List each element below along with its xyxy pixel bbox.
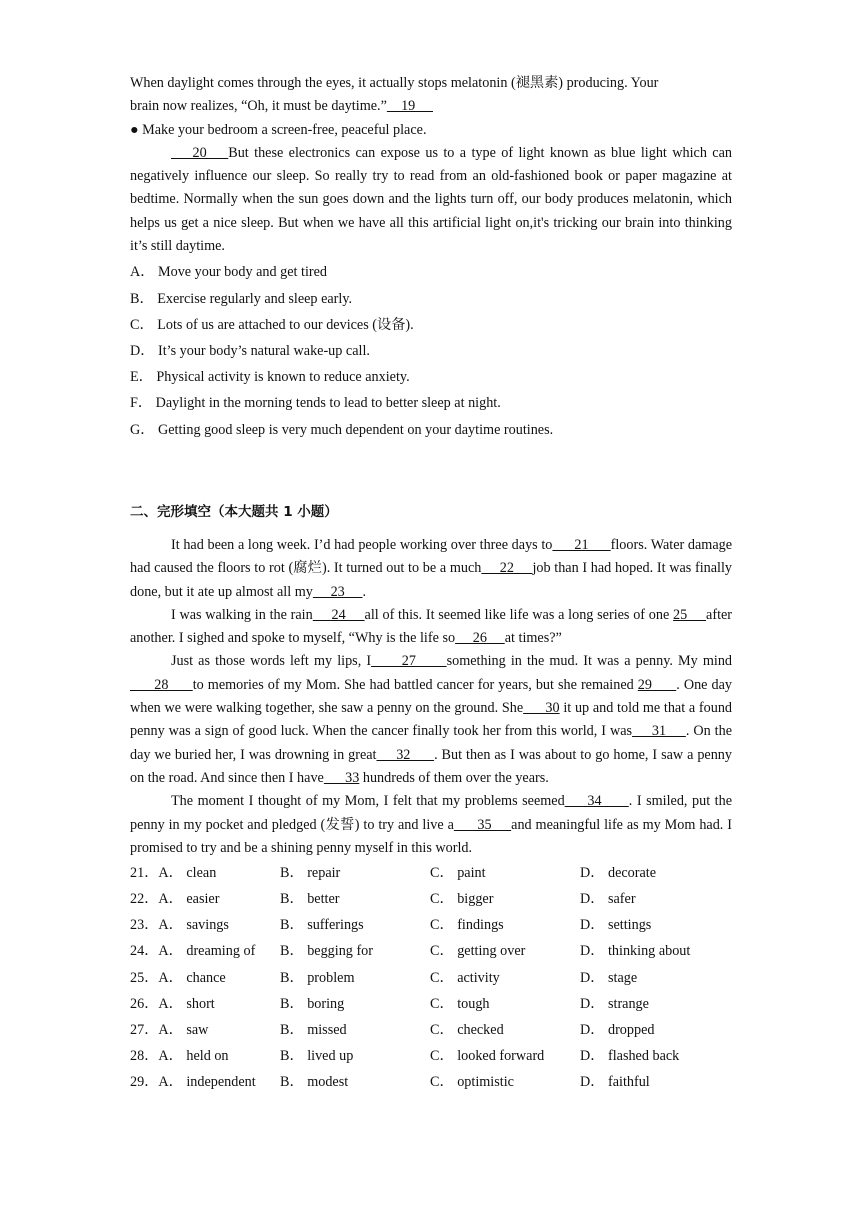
choice-c[interactable]: C． paint (430, 865, 486, 882)
blank-31[interactable]: 31 (632, 723, 686, 740)
choice-b[interactable]: B． lived up (280, 1047, 354, 1064)
option-g: G． Getting good sleep is very much dependent on your daytime routines. (130, 421, 554, 438)
choice-a[interactable]: 22．A． easier (130, 891, 220, 908)
cloze-paragraph-1: It had been a long week. I’d had people working over three days to 21 floors. Water damage had caused the floors to rot (腐烂). It turned out to be a much 22 job than I had hoped. It was finally done, but it ate up almost all my 23 . (130, 536, 733, 600)
choice-c[interactable]: C． bigger (430, 891, 494, 908)
option-b: B． Exercise regularly and sleep early. (130, 290, 353, 307)
choice-a[interactable]: 21．A． clean (130, 865, 217, 882)
blank-30[interactable]: 30 (523, 700, 560, 717)
document-page (130, 72, 732, 1095)
choice-b[interactable]: B． better (280, 891, 340, 908)
option-e: E． Physical activity is known to reduce anxiety. (130, 369, 410, 386)
cloze-paragraph-4: The moment I thought of my Mom, I felt that my problems seemed 34 . I smiled, put the penny in my pocket and pledged (发誓) to try and live a 35 and meaningful life as my Mom had. I promised to try and be a shining penny myself in this world. (130, 793, 733, 856)
cloze-paragraph-2: I was walking in the rain 24 all of this. It seemed like life was a long series of one 25 after another. I sighed and spoke to myself, “Why is the life so 26 at times?” (130, 606, 733, 647)
choice-c[interactable]: C． looked forward (430, 1047, 545, 1064)
choice-d[interactable]: D． strange (580, 995, 649, 1012)
blank-28[interactable]: 28 (130, 676, 193, 693)
question-21 (130, 860, 732, 886)
section-title: 二、完形填空（本大题共 1 小题） (130, 503, 338, 520)
question-28 (130, 1043, 732, 1069)
reading-line-2: brain now realizes, “Oh, it must be daytime.” 19 (130, 98, 433, 115)
choice-b[interactable]: B． sufferings (280, 917, 364, 934)
choice-b[interactable]: B． missed (280, 1021, 347, 1038)
choice-d[interactable]: D． thinking about (580, 943, 691, 960)
question-25 (130, 965, 732, 991)
choice-d[interactable]: D． dropped (580, 1021, 655, 1038)
choice-d[interactable]: D． decorate (580, 865, 657, 882)
blank-34[interactable]: 34 (564, 793, 629, 810)
choice-a[interactable]: 25．A． chance (130, 969, 226, 986)
question-list (130, 860, 732, 1095)
choice-a[interactable]: 23．A． savings (130, 917, 229, 934)
choice-d[interactable]: D． safer (580, 891, 636, 908)
choice-c[interactable]: C． tough (430, 995, 490, 1012)
choice-c[interactable]: C． activity (430, 969, 500, 986)
question-27 (130, 1017, 732, 1043)
blank-26[interactable]: 26 (455, 630, 505, 647)
choice-d[interactable]: D． stage (580, 969, 638, 986)
choice-c[interactable]: C． checked (430, 1021, 504, 1038)
question-22 (130, 886, 732, 912)
choice-a[interactable]: 24．A． dreaming of (130, 943, 256, 960)
blank-35[interactable]: 35 (453, 816, 512, 833)
choice-b[interactable]: B． modest (280, 1073, 349, 1090)
blank-24[interactable]: 24 (312, 606, 365, 623)
choice-a[interactable]: 27．A． saw (130, 1021, 209, 1038)
choice-a[interactable]: 29．A． independent (130, 1073, 256, 1090)
choice-c[interactable]: C． getting over (430, 943, 526, 960)
blank-33[interactable]: 33 (323, 769, 360, 786)
blank-23[interactable]: 23 (312, 583, 363, 600)
reading-options (130, 259, 732, 442)
question-26 (130, 991, 732, 1017)
choice-b[interactable]: B． boring (280, 995, 345, 1012)
option-d: D． It’s your body’s natural wake-up call. (130, 342, 370, 359)
blank-27[interactable]: 27 (371, 653, 447, 670)
blank-29[interactable]: 29 (637, 676, 677, 693)
choice-b[interactable]: B． repair (280, 865, 341, 882)
choice-d[interactable]: D． faithful (580, 1073, 650, 1090)
question-24 (130, 938, 732, 964)
choice-b[interactable]: B． begging for (280, 943, 373, 960)
choice-d[interactable]: D． flashed back (580, 1047, 680, 1064)
blank-25[interactable]: 25 (673, 606, 707, 623)
choice-c[interactable]: C． optimistic (430, 1073, 514, 1090)
choice-a[interactable]: 26．A． short (130, 995, 215, 1012)
cloze-paragraph-3: Just as those words left my lips, I 27 something in the mud. It was a penny. My mind 28 to memories of my Mom. She had battled cancer for years, but she remained 29 . One day when we were walking together, she saw a penny on the ground. She 30 it up and told me that a found penny was a sign of good luck. When the cancer finally took her from this world, I was 31 . On the day we buried her, I was drowning in great 32 . But then as I was about to go home, I saw a penny on the road. And since then I have 33 hundreds of them over the years. (130, 653, 733, 786)
blank-21[interactable]: 21 (552, 536, 611, 553)
bullet-heading: ● Make your bedroom a screen-free, peaceful place. (130, 121, 427, 138)
blank-22[interactable]: 22 (481, 560, 533, 577)
option-a: A． Move your body and get tired (130, 264, 328, 281)
option-f: F． Daylight in the morning tends to lead to better sleep at night. (130, 395, 501, 412)
reading-line-1: When daylight comes through the eyes, it actually stops melatonin (褪黑素) producing. Your (130, 75, 659, 91)
blank-19[interactable]: 19 (386, 98, 433, 115)
choice-a[interactable]: 28．A． held on (130, 1047, 229, 1064)
blank-20[interactable]: 20 (171, 144, 229, 161)
paragraph-20: 20 But these electronics can expose us to a type of light known as blue light which can negatively influence our sleep. So really try to read from an old-fashioned book or paper magazine at bedtime. Normally when the sun goes down and the lights turn off, our body produces melatonin, which helps us get a nice sleep. But when we have all this artificial light on,it's tricking our brain into thinking it’s still daytime. (130, 144, 732, 255)
choice-c[interactable]: C． findings (430, 917, 504, 934)
blank-32[interactable]: 32 (376, 746, 435, 763)
choice-b[interactable]: B． problem (280, 969, 355, 986)
question-23 (130, 912, 732, 938)
option-c: C． Lots of us are attached to our devices (设备). (130, 316, 414, 333)
question-29 (130, 1069, 732, 1095)
choice-d[interactable]: D． settings (580, 917, 652, 934)
